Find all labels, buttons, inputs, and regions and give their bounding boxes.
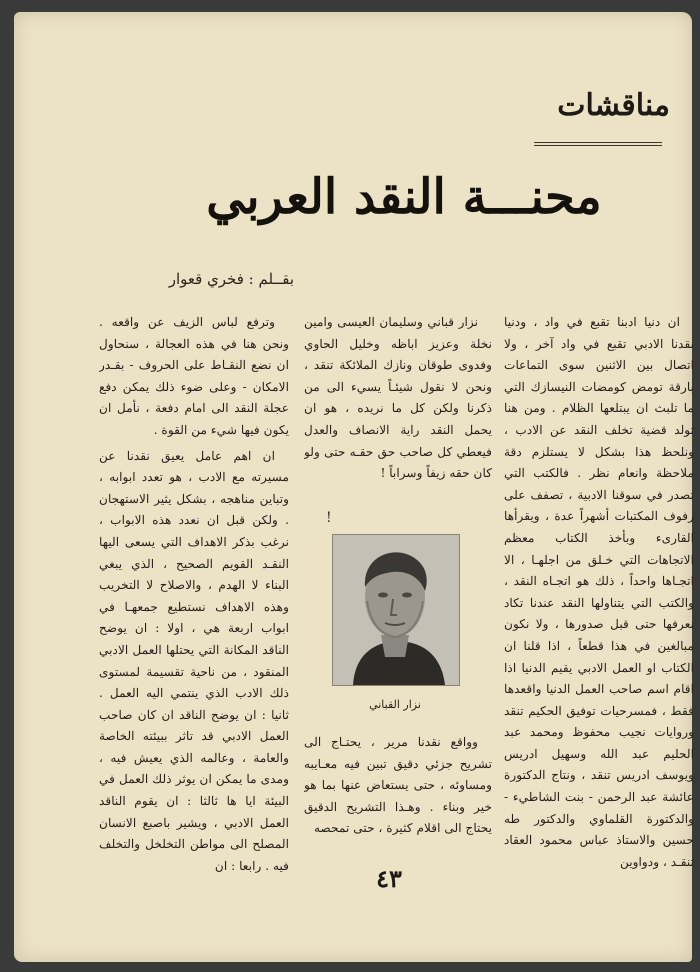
section-title: مناقشات: [557, 88, 670, 123]
article-title: محنـــة النقد العربي: [206, 169, 602, 225]
paragraph: وترفع لباس الزيف عن واقعه . ونحن هنا في هذه العجالة ، سنحاول ان نضع النقـاط على الحروف - بقـدر الامكان - وعلى ضوء ذلك يمكن دفع عجلة النقد الى امام دفعة ، نأمل ان يكون فيها شيء من القوة .: [99, 315, 289, 437]
section-rule-top: [534, 142, 662, 143]
photo-mark: !: [326, 510, 332, 526]
article-column-right: [504, 312, 694, 877]
photo-caption: نزار القباني: [369, 698, 421, 711]
paragraph: ان اهم عامل يعيق نقدنا عن مسيرته مع الادب ، هو تعدد ابوابه ، وتباين مناهجه ، بشكل يثير الاستهجان . ولكن قبل ان نعدد هذه الابواب ، نرغب بذكر الاهداف التي يسعى اليها النقـد القويم الصحيح ، الذي يبغي البناء لا الهدم ، والاصلاح لا التخريب وهذه الاهداف نستطيع جمعهـا في ابواب اربعة هي ، اولا : ان يوضح الناقد المكانة التي يحتلها العمل الادبي المنقود ، من ناحية تقسيمة لمستوى ذلك الادب الذي ينتمي اليه العمل . ثانيا : ان يوضح الناقد ان كان صاحب العمل الادبي قد تاثر ببيئته الخاصة والعامة ، وعالمه الذي يعيش فيه ، ومدى ما يمكن ان يوثر ذلك العمل في البيئة ايا ها ثالثا : ان يقوم الناقد العمل الادبي ، ويشير باصبع الانسان المصلح الى مواطن التخلخل والتخلف فيه . رابعا : ان: [99, 448, 289, 873]
paragraph: نزار قباني وسليمان العيسى وامين نخلة وعزيز اباظه وخليل الحاوي وفدوى طوقان ونازك الملائكة تنقد ، ونحن لا نقول شيئـاً يسيء الى من ذكرنا ولكن كل ما نريده ، هو ان يحمل النقد راية الانصاف والعدل فيعطي كل صاحب حق حقـه حتى ولو كان حقه زيفاً وسراباً !: [304, 315, 492, 481]
article-byline: بقــلم : فخري قعوار: [168, 270, 294, 288]
author-portrait-photo: [332, 534, 460, 686]
article-column-middle-top: [304, 312, 492, 512]
paragraph: وواقع نقدنا مرير ، يحتـاج الى تشريح جزئي دقيق تبين فيه معـايبه ومساوئه ، حتى يستعاض عنها بما هو خير وبناء . وهـذا التشريح الدقيق يحتاج الى اقلام كثيرة ، حتى تمحصه: [304, 735, 492, 836]
article-column-middle-bottom: [304, 732, 492, 872]
portrait-illustration: [333, 535, 459, 685]
page-number: ٤٣: [376, 864, 402, 893]
magazine-page: [14, 12, 692, 962]
paragraph: ان دنيا ادبنا تقبع في واد ، ودنيا نقدنا الادبي تقبع في واد آخر ، ولا اتصال بين الاثنين سوى التماعات بارقة تومض كومضات النيسازك التي ما تلبث ان يبتلعها الظلام . ومن هنا تولد قضية تخلف النقد عن الادب ، ونلحظ هذا بشكل لا يستلزم دقة ملاحظة وانعام نظر . فالكتب التي تصدر في سوقنا الادبية ، تصفف على رفوف المكتبات أشهراً عدة ، ويقرأها القارىء وبأخذ الكتاب معظم الاتجاهات التي خـلق من اجلهـا ، الا اتجـاها واحداً ، ذلك هو اتجـاه النقد ، والكتب التي يتناولها النقد عندنا تكاد نعرفها حتى قبل صدورها ، ولا نكون مبالغين في هذا قطعاً ، اذا قلنا ان الكتاب او العمل الادبي يقيم الدنيا اذا اقام اسم صاحب العمل الدنيا واقعدها فقط ، فمسرحيات توفيق الحكيم تنقد وروايات نجيب محفوظ ومحمد عبد الحليم عبد الله وسهيل ادريس ويوسف ادريس تنقد ، ونتاج الدكتورة عائشة عبد الرحمن - بنت الشاطيء - والدكتورة القلماوي والدكتور طه حسين والاستاذ عباس محمود العقاد تنقـد ، ودواوين: [504, 315, 694, 869]
article-column-left: [99, 312, 289, 877]
section-rule-bottom: [534, 145, 662, 146]
